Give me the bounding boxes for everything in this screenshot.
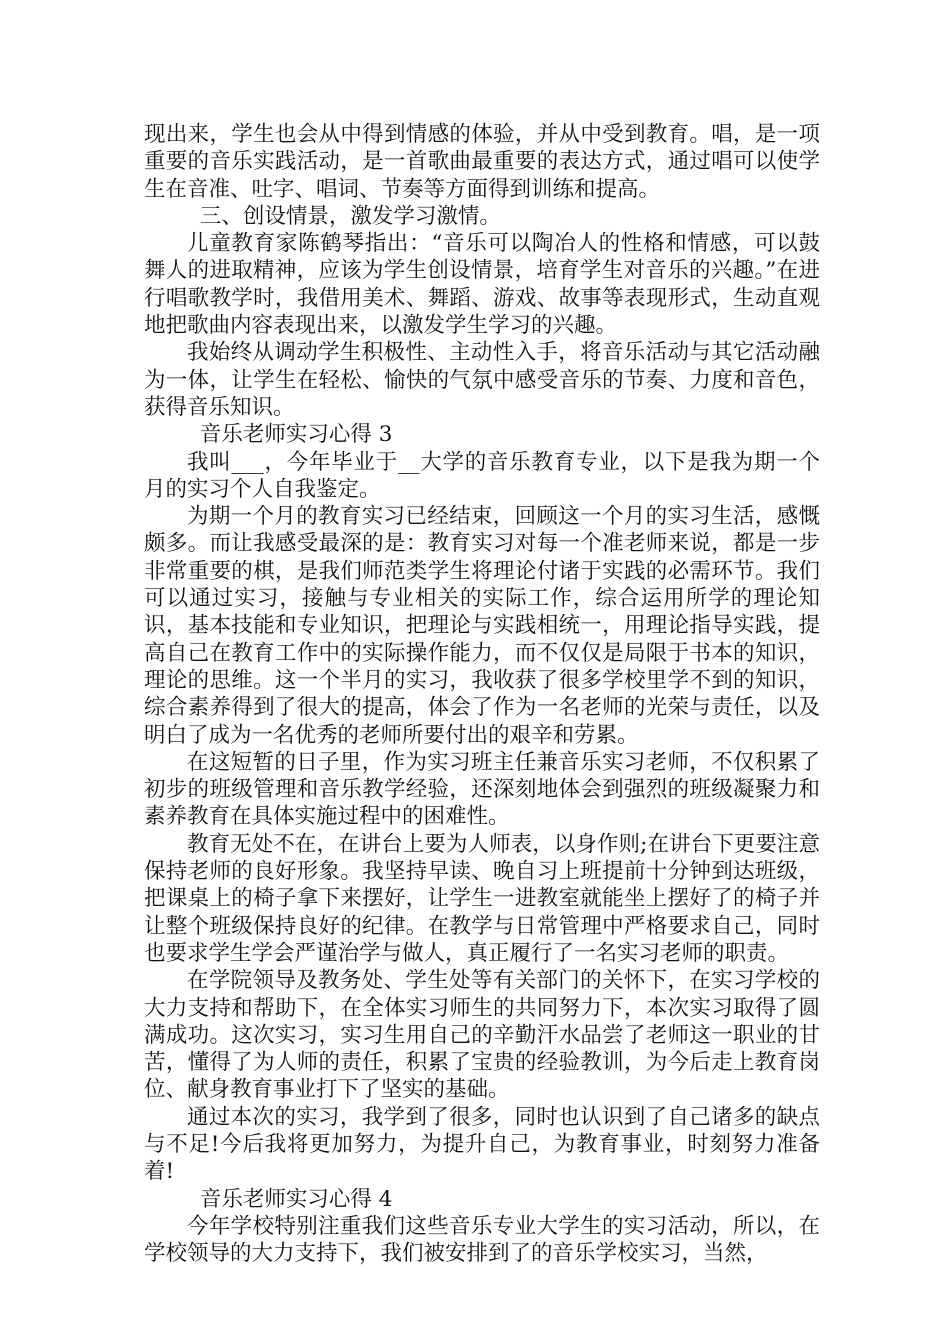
paragraph: 儿童教育家陈鹤琴指出：“音乐可以陶冶人的性格和情感，可以鼓舞人的进取精神，应该为学生创设情景，培育学生对音乐的兴趣。”在进行唱歌教学时，我借用美术、舞蹈、游戏、故事等表现形式，生动直观地把歌曲内容表现出来，以激发学生学习的兴趣。 (144, 231, 820, 339)
paragraph: 为期一个月的教育实习已经结束，回顾这一个月的实习生活，感慨颇多。而让我感受最深的是：教育实习对每一个准老师来说，都是一步非常重要的棋，是我们师范类学生将理论付诸于实践的必需环节。我们可以通过实习，接触与专业相关的实际工作，综合运用所学的理论知识，基本技能和专业知识，把理论与实践相统一，用理论指导实践，提高自己在教育工作中的实际操作能力，而不仅仅是局限于书本的知识，理论的思维。这一个半月的实习，我收获了很多学校里学不到的知识，综合素养得到了很大的提高，体会了作为一名老师的光荣与责任，以及明白了成为一名优秀的老师所要付出的艰辛和劳累。 (144, 504, 820, 748)
paragraph: 我始终从调动学生积极性、主动性入手，将音乐活动与其它活动融为一体，让学生在轻松、愉快的气氛中感受音乐的节奏、力度和音色，获得音乐知识。 (144, 340, 820, 420)
document-body (144, 121, 820, 1267)
section-heading: 音乐老师实习心得 3 (199, 422, 393, 448)
paragraph: 教育无处不在，在讲台上要为人师表，以身作则;在讲台下更要注意保持老师的良好形象。我坚持早读、晚自习上班提前十分钟到达班级，把课桌上的椅子拿下来摆好，让学生一进教室就能坐上摆好了的椅子并让整个班级保持良好的纪律。在教学与日常管理中严格要求自己，同时也要求学生学会严谨治学与做人，真正履行了一名实习老师的职责。 (144, 831, 820, 966)
paragraph: 今年学校特别注重我们这些音乐专业大学生的实习活动，所以，在学校领导的大力支持下，我们被安排到了的音乐学校实习，当然， (144, 1213, 820, 1267)
paragraph: 在这短暂的日子里，作为实习班主任兼音乐实习老师，不仅积累了初步的班级管理和音乐教学经验，还深刻地体会到强烈的班级凝聚力和素养教育在具体实施过程中的困难性。 (144, 749, 820, 830)
section-heading: 音乐老师实习心得 4 (199, 1186, 393, 1212)
paragraph: 通过本次的实习，我学到了很多，同时也认识到了自己诸多的缺点与不足!今后我将更加努力，为提升自己，为教育事业，时刻努力准备着! (144, 1104, 820, 1185)
paragraph: 我叫___，今年毕业于__大学的音乐教育专业，以下是我为期一个月的实习个人自我鉴定。 (144, 449, 820, 502)
paragraph: 现出来，学生也会从中得到情感的体验，并从中受到教育。唱，是一项重要的音乐实践活动，是一首歌曲最重要的表达方式，通过唱可以使学生在音准、吐字、唱词、节奏等方面得到训练和提高。 (144, 122, 820, 202)
section-heading: 三、创设情景，激发学习激情。 (199, 203, 501, 229)
paragraph: 在学院领导及教务处、学生处等有关部门的关怀下，在实习学校的大力支持和帮助下，在全体实习师生的共同努力下，本次实习取得了圆满成功。这次实习，实习生用自己的辛勤汗水品尝了老师这一职业的甘苦，懂得了为人师的责任，积累了宝贵的经验教训，为今后走上教育岗位、献身教育事业打下了坚实的基础。 (144, 968, 820, 1103)
